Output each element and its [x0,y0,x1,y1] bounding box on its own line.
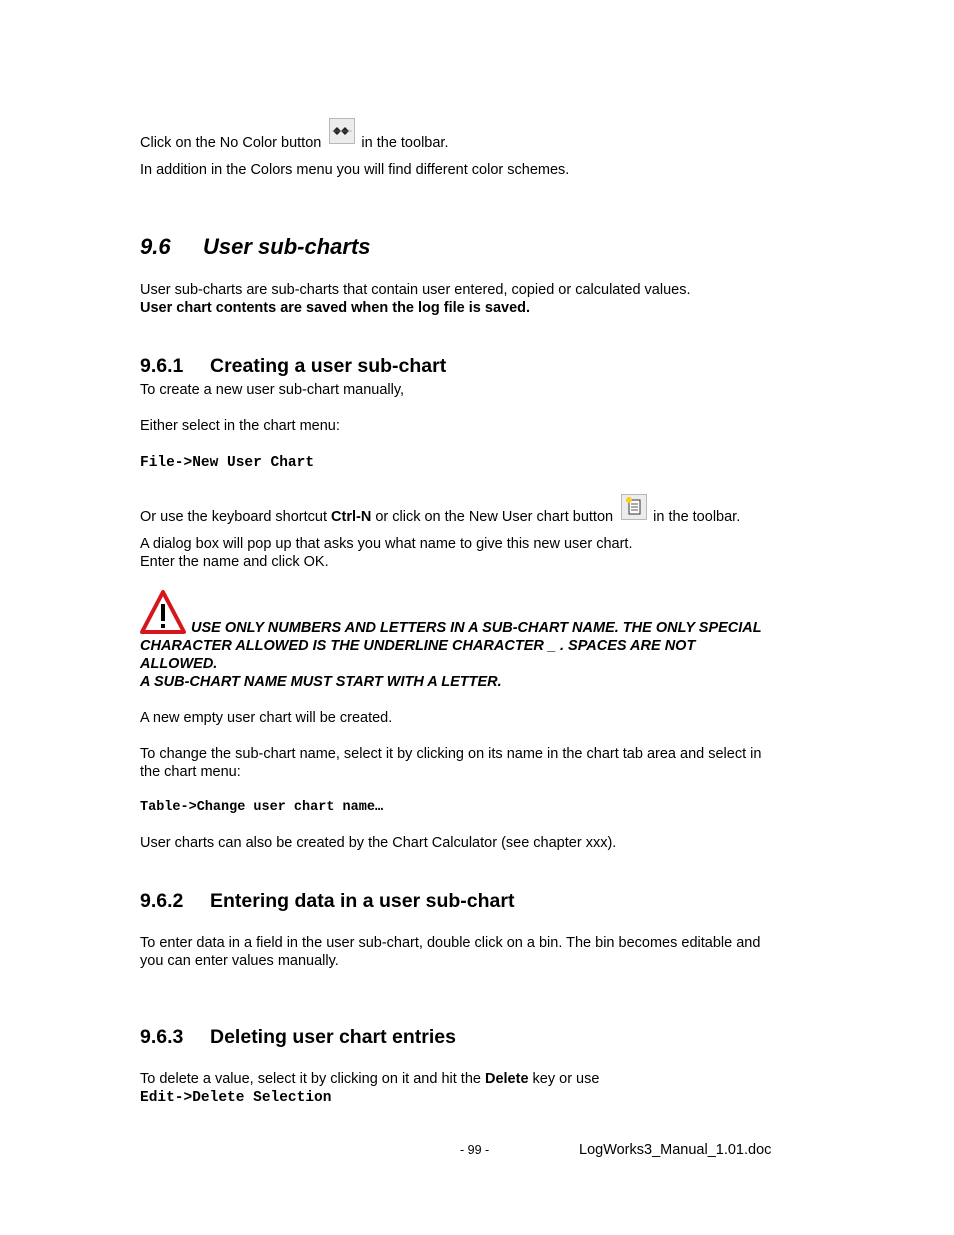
intro-bold-line: User chart contents are saved when the log file is saved. [140,300,531,316]
subsection-heading-961: 9.6.1 Creating a user sub-chart [140,355,447,377]
warning-line-3: ALLOWED. [140,656,218,672]
intro-line: User sub-charts are sub-charts that contain user entered, copied or calculated values. [140,282,691,298]
entering-line-2: you can enter values manually. [140,953,339,969]
delete-key: Delete [484,1071,529,1087]
create-paragraph: To create a new user sub-chart manually, [140,382,405,398]
page-number: - 99 - [460,1143,490,1157]
colors-menu-paragraph: In addition in the Colors menu you will find different color schemes. [140,162,570,178]
footer-filename: LogWorks3_Manual_1.01.doc [579,1142,772,1158]
warning-line-2: CHARACTER ALLOWED IS THE UNDERLINE CHARACTER _ . SPACES ARE NOT [140,638,696,654]
shortcut-key: Ctrl-N [331,509,372,525]
warning-triangle-icon [140,590,186,638]
calculator-paragraph: User charts can also be created by the Chart Calculator (see chapter xxx). [140,835,617,851]
no-color-icon [329,118,355,144]
dialog-line-2: Enter the name and click OK. [140,554,329,570]
change-name-line-2: the chart menu: [140,764,241,780]
subsection-heading-962: 9.6.2 Entering data in a user sub-chart [140,890,515,912]
shortcut-paragraph: Or use the keyboard shortcut Ctrl-N or click on the New User chart button in the toolbar. [140,500,740,526]
menu-command-delete-selection: Edit->Delete Selection [140,1090,332,1106]
warning-line-4: A SUB-CHART NAME MUST START WITH A LETTER. [140,674,502,690]
section-heading: 9.6 User sub-charts [140,234,371,259]
subsection-heading-963: 9.6.3 Deleting user chart entries [140,1026,456,1048]
warning-line-1: USE ONLY NUMBERS AND LETTERS IN A SUB-CHART NAME. THE ONLY SPECIAL [191,620,762,636]
entering-line-1: To enter data in a field in the user sub-chart, double click on a bin. The bin becomes editable and [140,935,761,951]
dialog-line-1: A dialog box will pop up that asks you what name to give this new user chart. [140,536,633,552]
menu-command-change-name: Table->Change user chart name… [140,800,384,815]
menu-command-new-user-chart: File->New User Chart [140,455,315,471]
new-user-chart-icon [621,494,647,520]
select-menu-paragraph: Either select in the chart menu: [140,418,340,434]
created-paragraph: A new empty user chart will be created. [140,710,393,726]
delete-paragraph: To delete a value, select it by clicking on it and hit the Delete key or use [140,1071,600,1087]
no-color-paragraph: Click on the No Color button in the toolbar. [140,126,448,152]
change-name-line-1: To change the sub-chart name, select it by clicking on its name in the chart tab area and select in [140,746,762,762]
